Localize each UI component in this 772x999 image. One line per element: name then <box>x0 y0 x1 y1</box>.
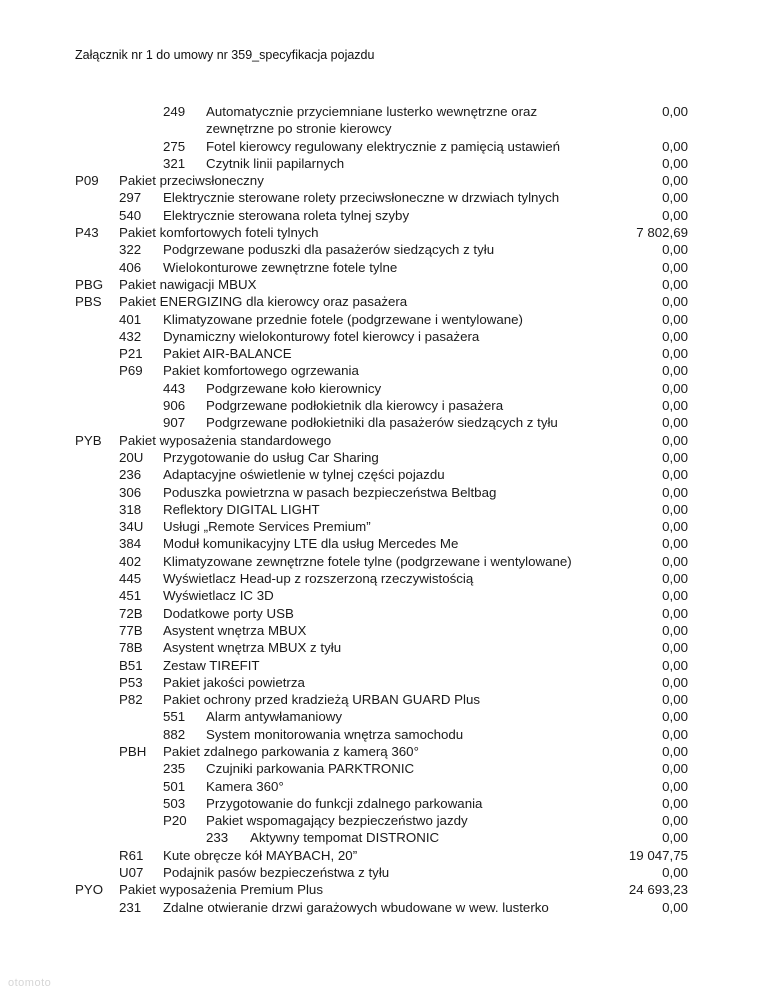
option-code: 231 <box>119 899 142 915</box>
spec-row <box>0 484 772 501</box>
option-price: 0,00 <box>662 588 688 604</box>
option-price: 0,00 <box>662 536 688 552</box>
option-price: 0,00 <box>662 657 688 673</box>
option-price: 0,00 <box>662 432 688 448</box>
spec-row <box>0 103 772 138</box>
option-code: 406 <box>119 259 142 275</box>
option-description: Usługi „Remote Services Premium” <box>163 519 371 535</box>
option-price: 0,00 <box>662 467 688 483</box>
option-code: 235 <box>163 761 186 777</box>
option-description: Zdalne otwieranie drzwi garażowych wbudowane w wew. lusterko <box>163 899 549 915</box>
option-description: Pakiet ochrony przed kradzieżą URBAN GUARD Plus <box>163 692 481 708</box>
option-description: Pakiet nawigacji MBUX <box>119 276 257 292</box>
spec-row <box>0 466 772 483</box>
option-price: 0,00 <box>662 311 688 327</box>
option-code: 249 <box>163 104 186 119</box>
option-code: 322 <box>119 242 142 258</box>
option-price: 0,00 <box>662 173 688 189</box>
spec-row <box>0 708 772 725</box>
spec-row <box>0 587 772 604</box>
option-description: Wyświetlacz Head-up z rozszerzoną rzeczywistością <box>163 571 474 587</box>
option-price: 0,00 <box>662 899 688 915</box>
spec-row <box>0 207 772 224</box>
spec-row <box>0 328 772 345</box>
option-code: 401 <box>119 311 142 327</box>
option-description: Pakiet wyposażenia Premium Plus <box>119 882 323 898</box>
option-code: 906 <box>163 398 186 414</box>
spec-row <box>0 605 772 622</box>
option-description: Podgrzewane podłokietniki dla pasażerów siedzących z tyłu <box>206 415 558 431</box>
spec-row <box>0 276 772 293</box>
spec-row <box>0 380 772 397</box>
option-code: P43 <box>75 225 99 241</box>
spec-row <box>0 155 772 172</box>
option-price: 0,00 <box>662 104 688 119</box>
option-description: Klimatyzowane przednie fotele (podgrzewane i wentylowane) <box>163 311 523 327</box>
option-code: P21 <box>119 346 143 362</box>
spec-row <box>0 345 772 362</box>
option-price: 0,00 <box>662 363 688 379</box>
option-code: 882 <box>163 726 186 742</box>
spec-row <box>0 259 772 276</box>
option-description: Wielokonturowe zewnętrzne fotele tylne <box>163 259 398 275</box>
option-price: 0,00 <box>662 328 688 344</box>
option-price: 0,00 <box>662 380 688 396</box>
option-description: Czytnik linii papilarnych <box>206 155 345 171</box>
option-description: Dynamiczny wielokonturowy fotel kierowcy i pasażera <box>163 328 480 344</box>
option-price: 7 802,69 <box>636 225 688 241</box>
option-code: 20U <box>119 449 144 465</box>
option-description: Pakiet jakości powietrza <box>163 674 305 690</box>
spec-row <box>0 449 772 466</box>
option-code: 501 <box>163 778 186 794</box>
spec-row <box>0 829 772 846</box>
spec-row <box>0 847 772 864</box>
watermark: otomoto <box>8 977 52 989</box>
option-price: 0,00 <box>662 692 688 708</box>
spec-row <box>0 570 772 587</box>
option-code: P09 <box>75 173 99 189</box>
option-description: Zestaw TIREFIT <box>163 657 260 673</box>
option-price: 0,00 <box>662 674 688 690</box>
option-price: 0,00 <box>662 276 688 292</box>
option-description: Kamera 360° <box>206 778 284 794</box>
option-description: Pakiet zdalnego parkowania z kamerą 360° <box>163 743 419 759</box>
option-price: 0,00 <box>662 501 688 517</box>
option-description: Przygotowanie do usług Car Sharing <box>163 449 379 465</box>
option-description: Przygotowanie do funkcji zdalnego parkowania <box>206 795 483 811</box>
option-code: B51 <box>119 657 143 673</box>
option-code: 321 <box>163 155 186 171</box>
spec-row <box>0 553 772 570</box>
option-code: 451 <box>119 588 142 604</box>
option-code: 297 <box>119 190 142 206</box>
option-price: 0,00 <box>662 398 688 414</box>
option-description: Pakiet komfortowego ogrzewania <box>163 363 359 379</box>
spec-row <box>0 397 772 414</box>
option-description: Kute obręcze kół MAYBACH, 20” <box>163 847 358 863</box>
option-description: Podajnik pasów bezpieczeństwa z tyłu <box>163 865 390 881</box>
option-price: 0,00 <box>662 519 688 535</box>
spec-row <box>0 501 772 518</box>
option-code: 432 <box>119 328 142 344</box>
option-code: 306 <box>119 484 142 500</box>
option-price: 0,00 <box>662 415 688 431</box>
option-code: 233 <box>206 830 229 846</box>
option-price: 0,00 <box>662 449 688 465</box>
option-description: Asystent wnętrza MBUX <box>163 622 307 638</box>
option-description: Alarm antywłamaniowy <box>206 709 342 725</box>
option-code: P53 <box>119 674 143 690</box>
option-code: 503 <box>163 795 186 811</box>
option-price: 0,00 <box>662 743 688 759</box>
spec-row <box>0 674 772 691</box>
option-code: U07 <box>119 865 144 881</box>
spec-row <box>0 639 772 656</box>
spec-row <box>0 518 772 535</box>
option-price: 0,00 <box>662 726 688 742</box>
option-code: 402 <box>119 553 142 569</box>
option-code: 907 <box>163 415 186 431</box>
option-code: 384 <box>119 536 142 552</box>
option-description: Pakiet AIR-BALANCE <box>163 346 292 362</box>
spec-row <box>0 881 772 898</box>
option-code: P82 <box>119 692 143 708</box>
option-price: 0,00 <box>662 242 688 258</box>
option-description: Wyświetlacz IC 3D <box>163 588 274 604</box>
option-price: 0,00 <box>662 778 688 794</box>
spec-row <box>0 414 772 431</box>
option-price: 0,00 <box>662 207 688 223</box>
spec-row <box>0 778 772 795</box>
option-code: PYB <box>75 432 102 448</box>
option-description: Pakiet przeciwsłoneczny <box>119 173 264 189</box>
option-code: 77B <box>119 622 143 638</box>
option-description: Pakiet ENERGIZING dla kierowcy oraz pasażera <box>119 294 408 310</box>
option-code: 78B <box>119 640 143 656</box>
spec-row <box>0 138 772 155</box>
spec-row <box>0 899 772 916</box>
option-description: Podgrzewane koło kierownicy <box>206 380 382 396</box>
option-price: 0,00 <box>662 813 688 829</box>
option-code: PYO <box>75 882 104 898</box>
option-description: Elektrycznie sterowane rolety przeciwsłoneczne w drzwiach tylnych <box>163 190 560 206</box>
spec-row <box>0 691 772 708</box>
spec-row <box>0 293 772 310</box>
option-code: 318 <box>119 501 142 517</box>
option-description: Aktywny tempomat DISTRONIC <box>250 830 440 846</box>
option-code: P20 <box>163 813 187 829</box>
spec-row <box>0 224 772 241</box>
option-description: Reflektory DIGITAL LIGHT <box>163 501 320 517</box>
option-code: 236 <box>119 467 142 483</box>
option-code: R61 <box>119 847 144 863</box>
option-description: Podgrzewane poduszki dla pasażerów siedzących z tyłu <box>163 242 495 258</box>
spec-row <box>0 241 772 258</box>
option-code: 34U <box>119 519 144 535</box>
spec-row <box>0 657 772 674</box>
option-price: 0,00 <box>662 346 688 362</box>
spec-row <box>0 622 772 639</box>
option-code: 275 <box>163 138 186 154</box>
option-code: 72B <box>119 605 143 621</box>
spec-row <box>0 311 772 328</box>
option-description: Pakiet wspomagający bezpieczeństwo jazdy <box>206 813 468 829</box>
option-description: Poduszka powietrzna w pasach bezpieczeństwa Beltbag <box>163 484 497 500</box>
spec-row <box>0 743 772 760</box>
option-description: Pakiet wyposażenia standardowego <box>119 432 332 448</box>
option-price: 0,00 <box>662 553 688 569</box>
spec-row <box>0 432 772 449</box>
option-code: 445 <box>119 571 142 587</box>
option-description: Fotel kierowcy regulowany elektrycznie z pamięcią ustawień <box>206 138 560 154</box>
option-description: Asystent wnętrza MBUX z tyłu <box>163 640 342 656</box>
option-code: PBG <box>75 276 104 292</box>
option-price: 0,00 <box>662 605 688 621</box>
option-code: 551 <box>163 709 186 725</box>
option-price: 0,00 <box>662 795 688 811</box>
option-description: Automatycznie przyciemniane lusterko wewnętrzne oraz zewnętrzne po stronie kierowcy <box>206 104 538 137</box>
option-description: Dodatkowe porty USB <box>163 605 294 621</box>
option-price: 0,00 <box>662 294 688 310</box>
option-price: 19 047,75 <box>628 847 688 863</box>
option-price: 0,00 <box>662 571 688 587</box>
option-description: Podgrzewane podłokietnik dla kierowcy i pasażera <box>206 398 504 414</box>
option-price: 0,00 <box>662 155 688 171</box>
option-description: Pakiet komfortowych foteli tylnych <box>119 225 319 241</box>
option-code: 540 <box>119 207 142 223</box>
option-price: 0,00 <box>662 259 688 275</box>
option-code: P69 <box>119 363 143 379</box>
option-code: PBH <box>119 743 147 759</box>
spec-row <box>0 535 772 552</box>
option-description: System monitorowania wnętrza samochodu <box>206 726 464 742</box>
option-code: 443 <box>163 380 186 396</box>
option-price: 0,00 <box>662 484 688 500</box>
spec-row <box>0 812 772 829</box>
option-price: 0,00 <box>662 761 688 777</box>
spec-row <box>0 172 772 189</box>
spec-row <box>0 864 772 881</box>
option-price: 0,00 <box>662 622 688 638</box>
option-description: Klimatyzowane zewnętrzne fotele tylne (podgrzewane i wentylowane) <box>163 553 572 569</box>
option-description: Moduł komunikacyjny LTE dla usług Mercedes Me <box>163 536 459 552</box>
option-price: 0,00 <box>662 830 688 846</box>
spec-row <box>0 726 772 743</box>
option-price: 24 693,23 <box>628 882 688 898</box>
option-price: 0,00 <box>662 190 688 206</box>
option-price: 0,00 <box>662 709 688 725</box>
spec-row <box>0 189 772 206</box>
document-title: Załącznik nr 1 do umowy nr 359_specyfikacja pojazdu <box>75 48 375 62</box>
option-price: 0,00 <box>662 865 688 881</box>
spec-row <box>0 795 772 812</box>
option-price: 0,00 <box>662 138 688 154</box>
specification-list <box>0 103 772 916</box>
option-description: Elektrycznie sterowana roleta tylnej szyby <box>163 207 410 223</box>
option-code: PBS <box>75 294 102 310</box>
option-description: Czujniki parkowania PARKTRONIC <box>206 761 415 777</box>
spec-row <box>0 362 772 379</box>
spec-row <box>0 760 772 777</box>
option-description: Adaptacyjne oświetlenie w tylnej części pojazdu <box>163 467 445 483</box>
option-price: 0,00 <box>662 640 688 656</box>
